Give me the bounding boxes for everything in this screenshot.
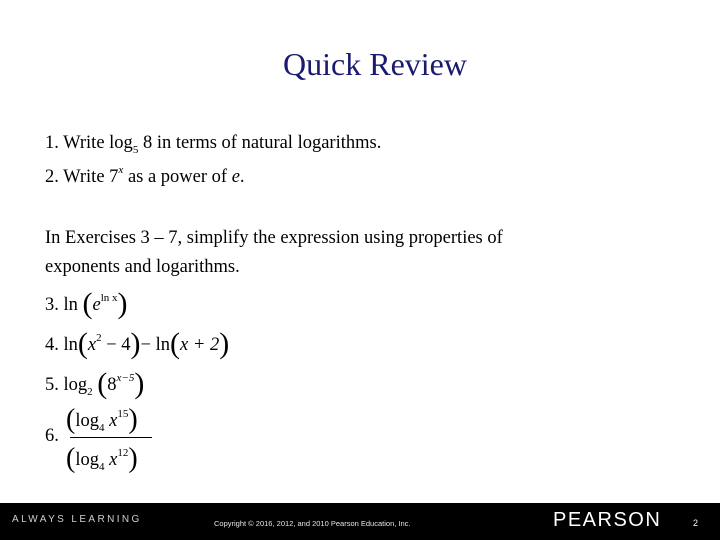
q1-log-arg: 8 [142, 133, 153, 153]
q3-exponent: ln x [100, 292, 118, 304]
question-3: 3. $\ln (e^{ln x})$ [45, 287, 128, 320]
q2-e: e [231, 167, 240, 187]
q5-label: 5. log [45, 375, 88, 395]
q4-label: 4. ln [45, 335, 78, 355]
q6-label: 6. [45, 426, 59, 446]
q4-minus-ln: − ln [140, 335, 170, 355]
q4-exponent: 2 [96, 332, 102, 344]
q6-num-x: x [109, 411, 118, 431]
q1-log-base: 5 [132, 144, 139, 156]
q6-den-base: 4 [98, 461, 105, 473]
q1-text: 1. Write log [45, 133, 133, 153]
pearson-logo: PEARSON [553, 509, 662, 531]
q6-den-x: x [109, 450, 118, 470]
q6-num-log: log [75, 411, 99, 431]
q5-eight: 8 [107, 375, 117, 395]
always-learning-text: ALWAYS LEARNING [12, 514, 142, 525]
q3-e: e [92, 295, 101, 315]
q2-exponent: x [118, 164, 124, 176]
instructions-line-1: In Exercises 3 – 7, simplify the expression using properties of [45, 228, 503, 248]
q1-suffix: in terms of natural logarithms. [152, 133, 382, 153]
q4-minus-four: − 4 [101, 335, 131, 355]
q6-den-exponent: 12 [117, 447, 129, 459]
question-6-fraction [66, 402, 152, 473]
q2-text: 2. Write 7 [45, 167, 119, 187]
slide-title: Quick Review [283, 46, 467, 82]
q6-num-base: 4 [98, 422, 105, 434]
instructions-line-2: exponents and logarithms. [45, 257, 240, 277]
question-2 [45, 164, 245, 188]
q5-exponent: x−5 [116, 372, 135, 384]
q4-x: x [87, 335, 97, 355]
fraction-bar [70, 437, 152, 438]
q4-x-plus-2: x + 2 [180, 335, 220, 355]
question-5: 5. $\log_2 (8^{x-5})$ [45, 367, 145, 400]
footer-bar [0, 503, 720, 540]
q2-mid: as a power of [123, 167, 232, 187]
q2-end: . [239, 167, 245, 187]
q6-numerator: ($\log_4$ $x^{15}$) [66, 404, 138, 435]
q3-label: 3. ln [45, 295, 78, 315]
q6-denominator: ($\log_4$ $x^{12}$) [66, 443, 138, 474]
copyright-text: Copyright © 2016, 2012, and 2010 Pearson Education, Inc. [214, 519, 411, 528]
q6-num-exponent: 15 [117, 408, 129, 420]
page-number: 2 [693, 518, 699, 528]
q6-den-log: log [75, 450, 99, 470]
q5-log-base: 2 [87, 386, 93, 398]
question-1 [45, 133, 381, 154]
question-4: 4. $\ln(x^2 - 4)- \ln(x + 2)$ [45, 327, 230, 360]
